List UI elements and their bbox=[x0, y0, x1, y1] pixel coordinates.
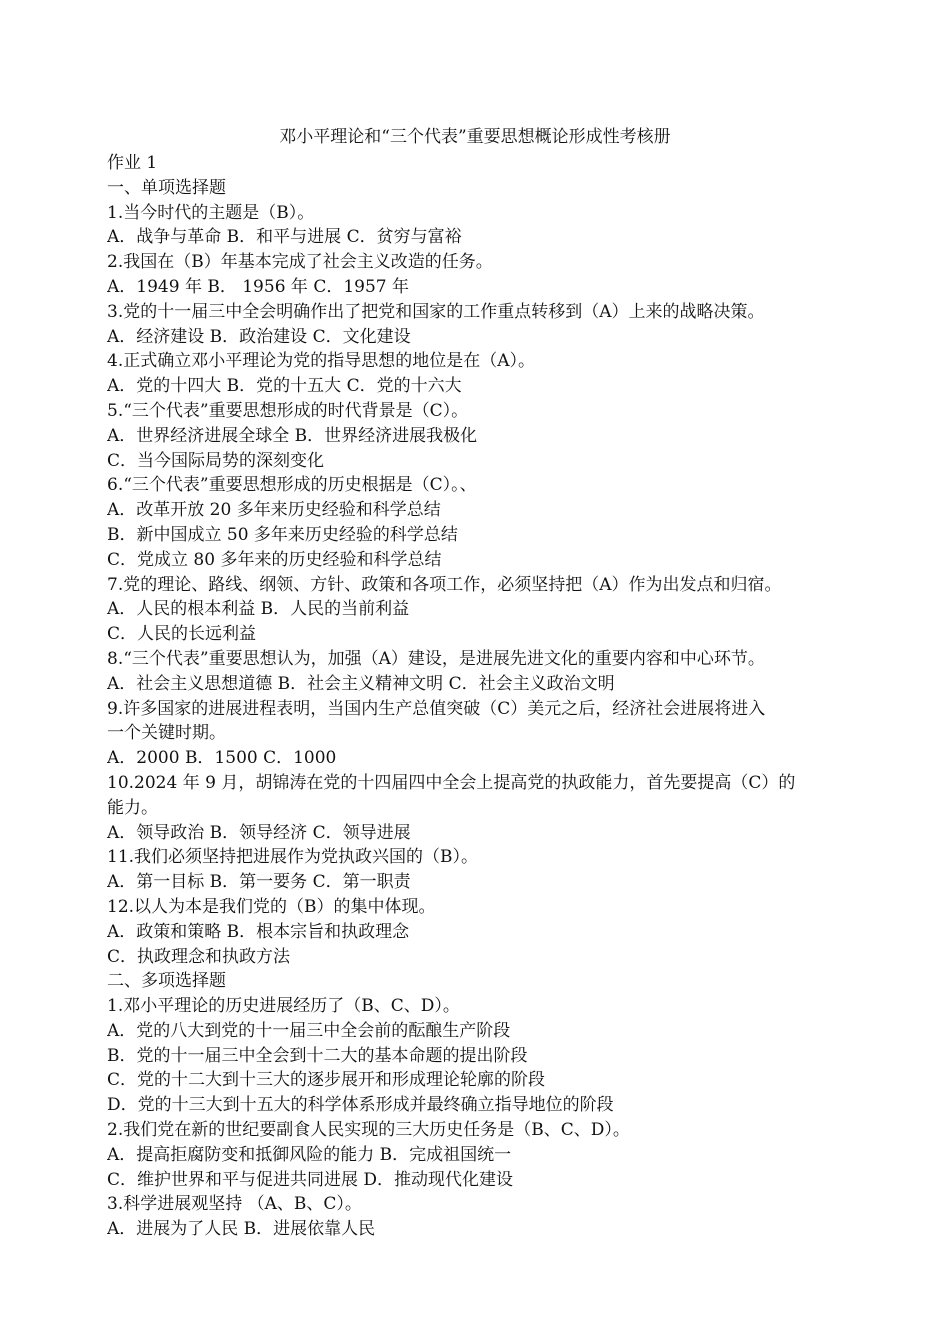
options-line: C．执政理念和执政方法 bbox=[107, 946, 291, 967]
options-line: C．当今国际局势的深刻变化 bbox=[107, 450, 325, 471]
question-line: 8.“三个代表”重要思想认为，加强（A）建设，是进展先进文化的重要内容和中心环节。 bbox=[107, 648, 765, 669]
document-title: 邓小平理论和“三个代表”重要思想概论形成性考核册 bbox=[279, 127, 671, 147]
question-line: 3.科学进展观坚持 （A、B、C）。 bbox=[107, 1194, 362, 1215]
options-line: A．战争与革命 B．和平与进展 C．贫穷与富裕 bbox=[107, 227, 462, 248]
question-line: 4.正式确立邓小平理论为党的指导思想的地位是在（A）。 bbox=[107, 351, 535, 372]
options-line: A．改革开放 20 多年来历史经验和科学总结 bbox=[107, 500, 441, 521]
question-line: 6.“三个代表”重要思想形成的历史根据是（C）。、 bbox=[107, 475, 477, 496]
options-line: A．世界经济进展全球全 B．世界经济进展我极化 bbox=[107, 425, 478, 446]
section-heading-single-choice: 一、单项选择题 bbox=[107, 177, 226, 198]
question-line: 11.我们必须坚持把进展作为党执政兴国的（B）。 bbox=[107, 847, 479, 868]
options-line: A．经济建设 B．政治建设 C．文化建设 bbox=[107, 326, 411, 347]
question-line-continued: 一个关键时期。 bbox=[107, 723, 226, 744]
options-line: A．人民的根本利益 B．人民的当前利益 bbox=[107, 599, 410, 620]
options-line: C．党成立 80 多年来的历史经验和科学总结 bbox=[107, 549, 442, 570]
options-line: B．党的十一届三中全会到十二大的基本命题的提出阶段 bbox=[107, 1045, 528, 1066]
question-line: 3.党的十一届三中全会明确作出了把党和国家的工作重点转移到（A）上来的战略决策。 bbox=[107, 301, 765, 322]
section-heading-multiple-choice: 二、多项选择题 bbox=[107, 971, 226, 992]
options-line: B．新中国成立 50 多年来历史经验的科学总结 bbox=[107, 524, 458, 545]
options-line: A．社会主义思想道德 B．社会主义精神文明 C．社会主义政治文明 bbox=[107, 673, 615, 694]
question-line: 10.2024 年 9 月，胡锦涛在党的十四届四中全会上提高党的执政能力，首先要提高（C）的 bbox=[107, 772, 796, 793]
assignment-heading: 作业 1 bbox=[107, 153, 158, 173]
question-line: 12.以人为本是我们党的（B）的集中体现。 bbox=[107, 896, 436, 917]
question-line-continued: 能力。 bbox=[107, 797, 158, 818]
question-line: 9.许多国家的进展进程表明，当国内生产总值突破（C）美元之后，经济社会进展将进入 bbox=[107, 698, 766, 719]
options-line: A．领导政治 B．领导经济 C．领导进展 bbox=[107, 822, 411, 843]
options-line: C．人民的长远利益 bbox=[107, 624, 257, 645]
options-line: C．维护世界和平与促进共同进展 D．推动现代化建设 bbox=[107, 1169, 514, 1190]
question-line: 2.我国在（B）年基本完成了社会主义改造的任务。 bbox=[107, 252, 493, 273]
options-line: A．党的十四大 B．党的十五大 C．党的十六大 bbox=[107, 376, 462, 397]
options-line: A．进展为了人民 B．进展依靠人民 bbox=[107, 1219, 376, 1240]
question-line: 1.当今时代的主题是（B）。 bbox=[107, 202, 315, 223]
options-line: A．提高拒腐防变和抵御风险的能力 B．完成祖国统一 bbox=[107, 1144, 512, 1165]
question-line: 7.党的理论、路线、纲领、方针、政策和各项工作，必须坚持把（A）作为出发点和归宿。 bbox=[107, 574, 782, 595]
question-line: 1.邓小平理论的历史进展经历了（B、C、D）。 bbox=[107, 996, 460, 1017]
options-line: A．政策和策略 B．根本宗旨和执政理念 bbox=[107, 921, 410, 942]
options-line: A．2000 B．1500 C．1000 bbox=[107, 748, 337, 769]
question-line: 2.我们党在新的世纪要副食人民实现的三大历史任务是（B、C、D）。 bbox=[107, 1120, 630, 1141]
options-line: A．第一目标 B．第一要务 C．第一职责 bbox=[107, 872, 411, 893]
question-line: 5.“三个代表”重要思想形成的时代背景是（C）。 bbox=[107, 400, 469, 421]
document-body bbox=[107, 151, 863, 1242]
options-line: A．1949 年 B． 1956 年 C．1957 年 bbox=[107, 276, 409, 297]
options-line: D．党的十三大到十五大的科学体系形成并最终确立指导地位的阶段 bbox=[107, 1095, 614, 1116]
options-line: C．党的十二大到十三大的逐步展开和形成理论轮廓的阶段 bbox=[107, 1070, 546, 1091]
options-line: A．党的八大到党的十一届三中全会前的酝酿生产阶段 bbox=[107, 1020, 511, 1041]
